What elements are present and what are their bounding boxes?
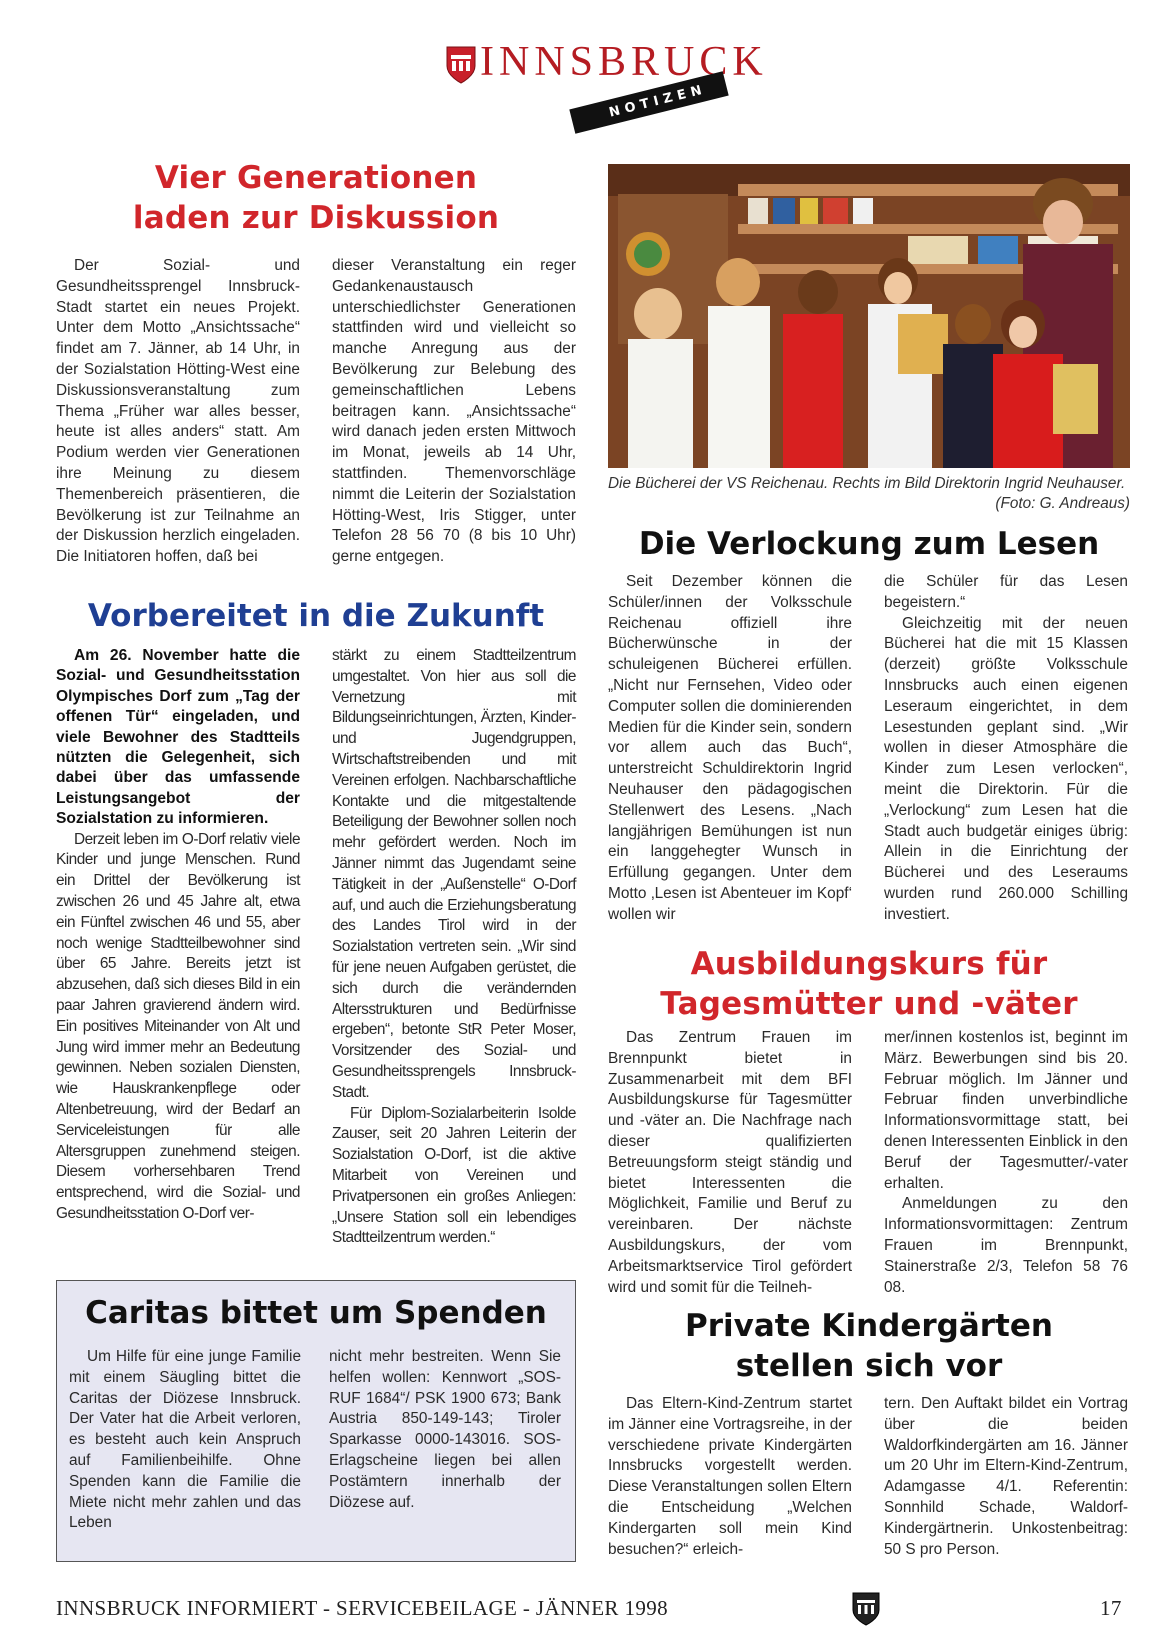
masthead-subtitle: NOTIZEN	[569, 71, 728, 133]
headline-vier-generationen	[56, 158, 576, 238]
innsbruck-coat-of-arms-icon	[446, 46, 476, 84]
paragraph: Der Sozial- und Gesundheitssprengel Innsbruck-Stadt startet ein neues Projekt. Unter dem Motto „Ansichtssache“ findet am 7. Jänner, ab 14 Uhr, in der Sozialstation Hötting-West eine Diskussionsveranstaltung zum Thema „Früher war alles besser, heute ist alles anders“ statt. Am Podium werden vier Generationen ihre Meinung zu diesem Themenbereich präsentieren, die Bevölkerung ist zur Teilnahme an der Diskussion herzlich eingeladen. Die Initiatoren hoffen, daß bei	[56, 257, 300, 566]
headline-line-1: Vier Generationen	[154, 160, 478, 196]
article1-col1	[56, 256, 300, 568]
article4-col2	[884, 1028, 1128, 1298]
photo-illustration	[608, 164, 1130, 468]
paragraph: Um Hilfe für eine junge Familie mit einem Säugling bittet die Caritas der Diözese Innsbruck. Der Vater hat die Arbeit verloren, es besteht auch kein Anspruch auf Familienbeihilfe. Ohne Spenden kann die Familie die Miete nicht mehr zahlen und das Leben	[69, 1348, 301, 1532]
headline-verlockung: Die Verlockung zum Lesen	[638, 526, 1100, 562]
footer-logo-icon	[852, 1592, 880, 1626]
article5-col1	[608, 1394, 852, 1560]
article-lead: Am 26. November hatte die Sozial- und Gesundheitsstation Olympisches Dorf zum „Tag der offenen Tür“ eingeladen, und viele Bewohner des Stadtteils nützten die Gelegenheit, sich dabei über das umfassende Leistungsangebot der Sozialstation zu informieren.	[56, 647, 300, 828]
paragraph: tern. Den Auftakt bildet ein Vortrag über die beiden Waldorfkindergärten am 16. Jänner um 20 Uhr im Eltern-Kind-Zentrum, Adamgasse 4/1. Referentin: Sonnhild Schade, Waldorf-Kindergärtnerin. Unkostenbeitrag: 50 S pro Person.	[884, 1395, 1128, 1558]
caption-credit: (Foto: G. Andreaus)	[995, 495, 1130, 512]
headline-line-2: stellen sich vor	[735, 1348, 1003, 1384]
page-number: 17	[1100, 1596, 1122, 1620]
caption-text: Die Bücherei der VS Reichenau. Rechts im Bild Direktorin Ingrid Neuhauser.	[608, 475, 1126, 492]
paragraph: Das Eltern-Kind-Zentrum startet im Jänner eine Vortragsreihe, in der verschiedene private Kindergärten Innsbrucks vorgestellt werden. Diese Veranstaltungen sollen Eltern die Entscheidung „Welchen Kindergarten soll mein Kind besuchen?“ erleich-	[608, 1395, 852, 1558]
headline-line-1: Private Kindergärten	[685, 1308, 1053, 1344]
article5-col2	[884, 1394, 1128, 1560]
caritas-box	[56, 1280, 576, 1562]
paragraph: Das Zentrum Frauen im Brennpunkt bietet in Zusammenarbeit mit dem BFI Ausbildungskurse für Tagesmütter und -väter an. Die Nachfrage nach dieser qualifizierten Betreuungsform steigt ständig und bietet Interessenten die Möglichkeit, Familie und Beruf zu vereinbaren. Der nächste Ausbildungskurs, der vom Arbeitsmarktservice Tirol gefördert wird und somit für die Teilneh-	[608, 1029, 852, 1296]
paragraph: Anmeldungen zu den Informationsvormittagen: Zentrum Frauen im Brennpunkt, Stainerstraße 2/3, Telefon 58 76 08.	[884, 1195, 1128, 1296]
paragraph: die Schüler für das Lesen begeistern.“	[884, 573, 1128, 611]
headline-line-2: Tagesmütter und -väter	[660, 986, 1078, 1022]
article4-col1	[608, 1028, 852, 1298]
article3-col2	[884, 572, 1128, 926]
caritas-col1	[69, 1347, 301, 1534]
paragraph: Für Diplom-Sozialarbeiterin Isolde Zauser, seit 20 Jahren Leiterin der Sozialstation O-Dorf, ist die aktive Mitarbeit von Vereinen und Privatpersonen ein großes Anliegen: „Unsere Station soll ein lebendiges Stadtteilzentrum werden.“	[332, 1104, 576, 1247]
masthead-title: INNSBRUCK	[480, 39, 768, 85]
headline-vorbereitet: Vorbereitet in die Zukunft	[87, 598, 545, 634]
caritas-col2	[329, 1347, 561, 1513]
headline-ausbildungskurs	[608, 944, 1130, 1024]
headline-private-kindergaerten	[608, 1306, 1130, 1386]
headline-line-1: Ausbildungskurs für	[690, 946, 1048, 982]
paragraph: Gleichzeitig mit der neuen Bücherei hat die mit 15 Klassen (derzeit) größte Volksschule Innsbrucks auch einen eigenen Leseraum eingerichtet, in dem Lesestunden geplant sind. „Wir wollen in dieser Atmosphäre die Kinder zum Lesen verlocken“, meint die Direktorin. Für die „Verlockung“ zum Lesen hat die Stadt auch budgetär einiges übrig: Allein in die Einrichtung der Bücherei und des Leseraums wurden rund 260.000 Schilling investiert.	[884, 614, 1128, 923]
paragraph: Seit Dezember können die Schüler/innen der Volksschule Reichenau offiziell ihre Bücherwünsche in der schuleigenen Bücherei erfüllen. „Nicht nur Fernsehen, Video oder Computer sollen die dominierenden Medien für die Kinder sein, sondern vor allem auch das Buch“, unterstreicht Schuldirektorin Ingrid Neuhauser den pädagogischen Stellenwert des Lesens. „Nach langjährigen Bemühungen ist nun ein langgehegter Wunsch in Erfüllung gegangen. Unter dem Motto ‚Lesen ist Abenteuer im Kopf‘ wollen wir	[608, 573, 852, 923]
article3-col1	[608, 572, 852, 926]
paragraph: dieser Veranstaltung ein reger Gedankenaustausch unterschiedlichster Generationen stattfinden wird und vielleicht so manche Anregung aus der Bevölkerung zur Belebung des gemeinschaftlichen Lebens beitragen kann. „Ansichtssache“ wird danach jeden ersten Mittwoch im Monat, jeweils ab 14 Uhr, stattfinden. Themenvorschläge nimmt die Leiterin der Sozialstation Hötting-West, Iris Stigger, unter Telefon 28 56 70 (8 bis 10 Uhr) gerne entgegen.	[332, 257, 576, 566]
paragraph: Derzeit leben im O-Dorf relativ viele Kinder und junge Menschen. Rund ein Drittel der Bevölkerung ist zwischen 26 und 45 Jahre alt, etwa ein Fünftel zwischen 46 und 55, aber noch wenige Stadtteilbewohner sind über 65 Jahre. Bereits jetzt ist abzusehen, daß sich dieses Bild in ein paar Jahren gravierend ändern wird. Ein positives Miteinander von Alt und Jung wird immer mehr an Bedeutung gewinnen. Neben sozialen Diensten, wie Hauskrankenpflege oder Altenbetreuung, wird der Bedarf an Serviceleistungen für alle Altersgruppen zunehmend steigen. Diesem vorhersehbaren Trend entsprechend, wird die Sozial- und Gesundheitsstation O-Dorf ver-	[56, 830, 300, 1222]
paragraph: nicht mehr bestreiten. Wenn Sie helfen wollen: Kennwort „SOS-RUF 1684“/ PSK 1900 673; Bank Austria 850-149-143; Tiroler Sparkasse 0000-143016. SOS-Erlagscheine liegen bei allen Postämtern innerhalb der Diözese auf.	[329, 1348, 561, 1511]
paragraph: stärkt zu einem Stadtteilzentrum umgestaltet. Von hier aus soll die Vernetzung mit Bildungseinrichtungen, Ärzten, Kinder- und Jugendgruppen, Wirtschaftstreibenden und mit Vereinen erfolgen. Nachbarschaftliche Kontakte und die mitgestaltende Beteiligung der Bewohner sollen noch mehr gefördert werden. Noch im Jänner nimmt das Jugendamt seine Tätigkeit in der „Außenstelle“ O-Dorf auf, und auch die Erziehungsberatung des Landes Tirol wird in der Sozialstation vertreten sein. „Wir sind für jene neuen Aufgaben gerüstet, die sich durch die verändernden Altersstrukturen und Bedürfnisse ergeben“, betonte StR Peter Moser, Vorsitzender des Sozial- und Gesundheitssprengels Innsbruck-Stadt.	[332, 647, 576, 1101]
article2-col2	[332, 646, 576, 1249]
article2-col1	[56, 646, 300, 1225]
footer-text: INNSBRUCK INFORMIERT - SERVICEBEILAGE - JÄNNER 1998	[56, 1596, 669, 1620]
headline-caritas: Caritas bittet um Spenden	[85, 1295, 547, 1331]
library-photo	[608, 164, 1130, 468]
article1-col2	[332, 256, 576, 568]
photo-caption	[608, 474, 1130, 512]
paragraph: mer/innen kostenlos ist, beginnt im März. Bewerbungen sind bis 20. Februar möglich. Im Jänner und Februar finden unverbindliche Informationsvormittage statt, bei denen Interessenten Einblick in den Beruf der Tagesmutter/-vater erhalten.	[884, 1029, 1128, 1192]
headline-line-2: laden zur Diskussion	[132, 200, 500, 236]
masthead	[440, 38, 768, 128]
